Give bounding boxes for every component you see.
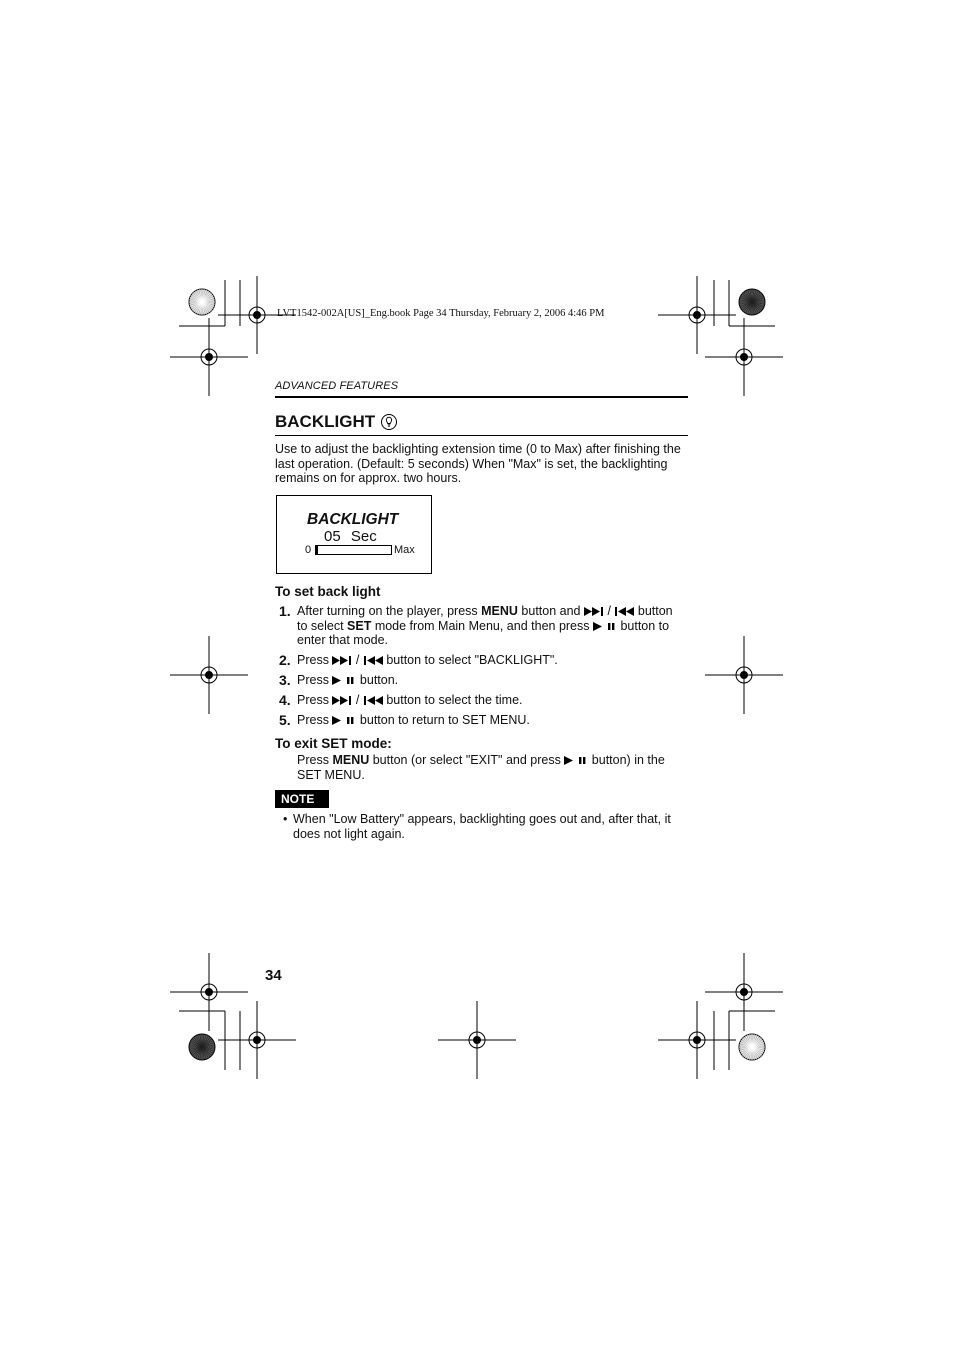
text-line — [297, 633, 673, 648]
page-number: 34 — [265, 967, 282, 984]
display-value — [324, 528, 377, 545]
starburst-target-dark — [188, 1033, 216, 1061]
text-run: to select — [297, 618, 348, 633]
text-run: MENU — [332, 753, 370, 767]
play-pause-icon — [332, 676, 356, 685]
text-line — [297, 673, 398, 688]
registration-target — [218, 1001, 296, 1079]
text-run: SET MENU. — [297, 767, 365, 782]
step-number: 1. — [279, 603, 291, 619]
step-text — [297, 693, 523, 708]
skip-back-icon — [614, 607, 634, 616]
skip-back-icon — [363, 696, 383, 705]
skip-forward-icon — [584, 607, 604, 616]
note-line: When "Low Battery" appears, backlighting goes out and, after that, it — [293, 812, 671, 826]
display-level-fill — [316, 546, 318, 554]
step-item — [279, 653, 694, 668]
text-run: button (or select "EXIT" and press — [369, 753, 565, 767]
text-line — [297, 713, 530, 728]
backlight-bulb-icon — [380, 413, 398, 431]
registration-target — [170, 636, 248, 714]
text-line — [297, 604, 673, 619]
note-bullet: • — [283, 812, 288, 826]
registration-target — [438, 1001, 516, 1079]
step-item — [279, 713, 694, 728]
step-number: 5. — [279, 712, 291, 729]
text-run: / — [352, 693, 363, 708]
step-text — [297, 604, 673, 648]
play-pause-icon — [593, 622, 617, 631]
page-title — [275, 412, 398, 432]
registration-target — [705, 636, 783, 714]
text-run: button and — [517, 604, 584, 618]
note-item — [283, 812, 693, 841]
note-badge: NOTE — [275, 790, 329, 808]
display-title: BACKLIGHT — [307, 511, 399, 528]
starburst-target-light — [738, 1033, 766, 1061]
step-item — [279, 673, 694, 688]
text-run: button) in the — [588, 753, 665, 767]
section-rule — [275, 396, 688, 398]
intro-paragraph — [275, 442, 695, 486]
step-number: 3. — [279, 672, 291, 689]
text-line — [297, 653, 558, 668]
text-run: button to select "BACKLIGHT". — [382, 653, 558, 668]
text-run: MENU — [481, 604, 518, 618]
book-header-line: LVT1542-002A[US]_Eng.book Page 34 Thursday, February 2, 2006 4:46 PM — [277, 308, 605, 319]
text-run: mode from Main Menu, and then press — [371, 618, 593, 633]
title-text: BACKLIGHT — [275, 412, 376, 431]
text-run: / — [603, 604, 615, 618]
step-text — [297, 673, 398, 688]
step-number: 4. — [279, 692, 291, 709]
exit-heading: To exit SET mode: — [275, 736, 392, 751]
display-illustration — [276, 495, 432, 574]
text-run: Press — [297, 673, 333, 688]
text-line — [297, 693, 523, 708]
intro-line: remains on for approx. two hours. — [275, 471, 462, 486]
text-run: button to select the time. — [382, 693, 523, 708]
display-value-number: 05 — [324, 528, 341, 545]
registration-target — [705, 318, 783, 396]
text-run: button to return to SET MENU. — [356, 713, 530, 728]
step-number: 2. — [279, 652, 291, 669]
text-line — [297, 768, 697, 783]
note-line: does not light again. — [293, 826, 405, 841]
step-text — [297, 713, 530, 728]
text-run: Press — [297, 713, 333, 728]
display-max-label: Max — [394, 544, 415, 556]
skip-forward-icon — [332, 656, 352, 665]
text-line — [297, 619, 673, 634]
skip-forward-icon — [332, 696, 352, 705]
text-run: button to — [616, 618, 670, 633]
step-item — [279, 604, 694, 648]
title-rule — [275, 435, 688, 436]
text-run: button — [634, 604, 673, 618]
text-run: Press — [297, 753, 333, 767]
step-item — [279, 693, 694, 708]
step-text — [297, 653, 558, 668]
text-run: / — [352, 653, 363, 668]
text-line — [297, 753, 697, 768]
text-run: Press — [297, 653, 333, 668]
skip-back-icon — [363, 656, 383, 665]
play-pause-icon — [332, 716, 356, 725]
registration-target — [658, 1001, 736, 1079]
text-run: button. — [356, 673, 399, 688]
text-run: SET — [347, 618, 372, 633]
steps-list — [279, 604, 694, 733]
section-label: ADVANCED FEATURES — [275, 380, 399, 392]
display-min-label: 0 — [305, 544, 312, 556]
play-pause-icon — [564, 756, 588, 765]
intro-line: Use to adjust the backlighting extension time (0 to Max) after finishing the — [275, 442, 681, 456]
starburst-target-light — [188, 288, 216, 316]
text-run: enter that mode. — [297, 633, 389, 648]
set-heading: To set back light — [275, 584, 381, 599]
display-value-unit: Sec — [350, 528, 377, 545]
intro-line: last operation. (Default: 5 seconds) When "Max" is set, the backlighting — [275, 456, 668, 471]
display-level-bar — [315, 545, 392, 555]
registration-target — [170, 318, 248, 396]
text-run: After turning on the player, press — [297, 604, 482, 618]
text-run: Press — [297, 693, 333, 708]
starburst-target-dark — [738, 288, 766, 316]
exit-paragraph — [297, 753, 697, 782]
